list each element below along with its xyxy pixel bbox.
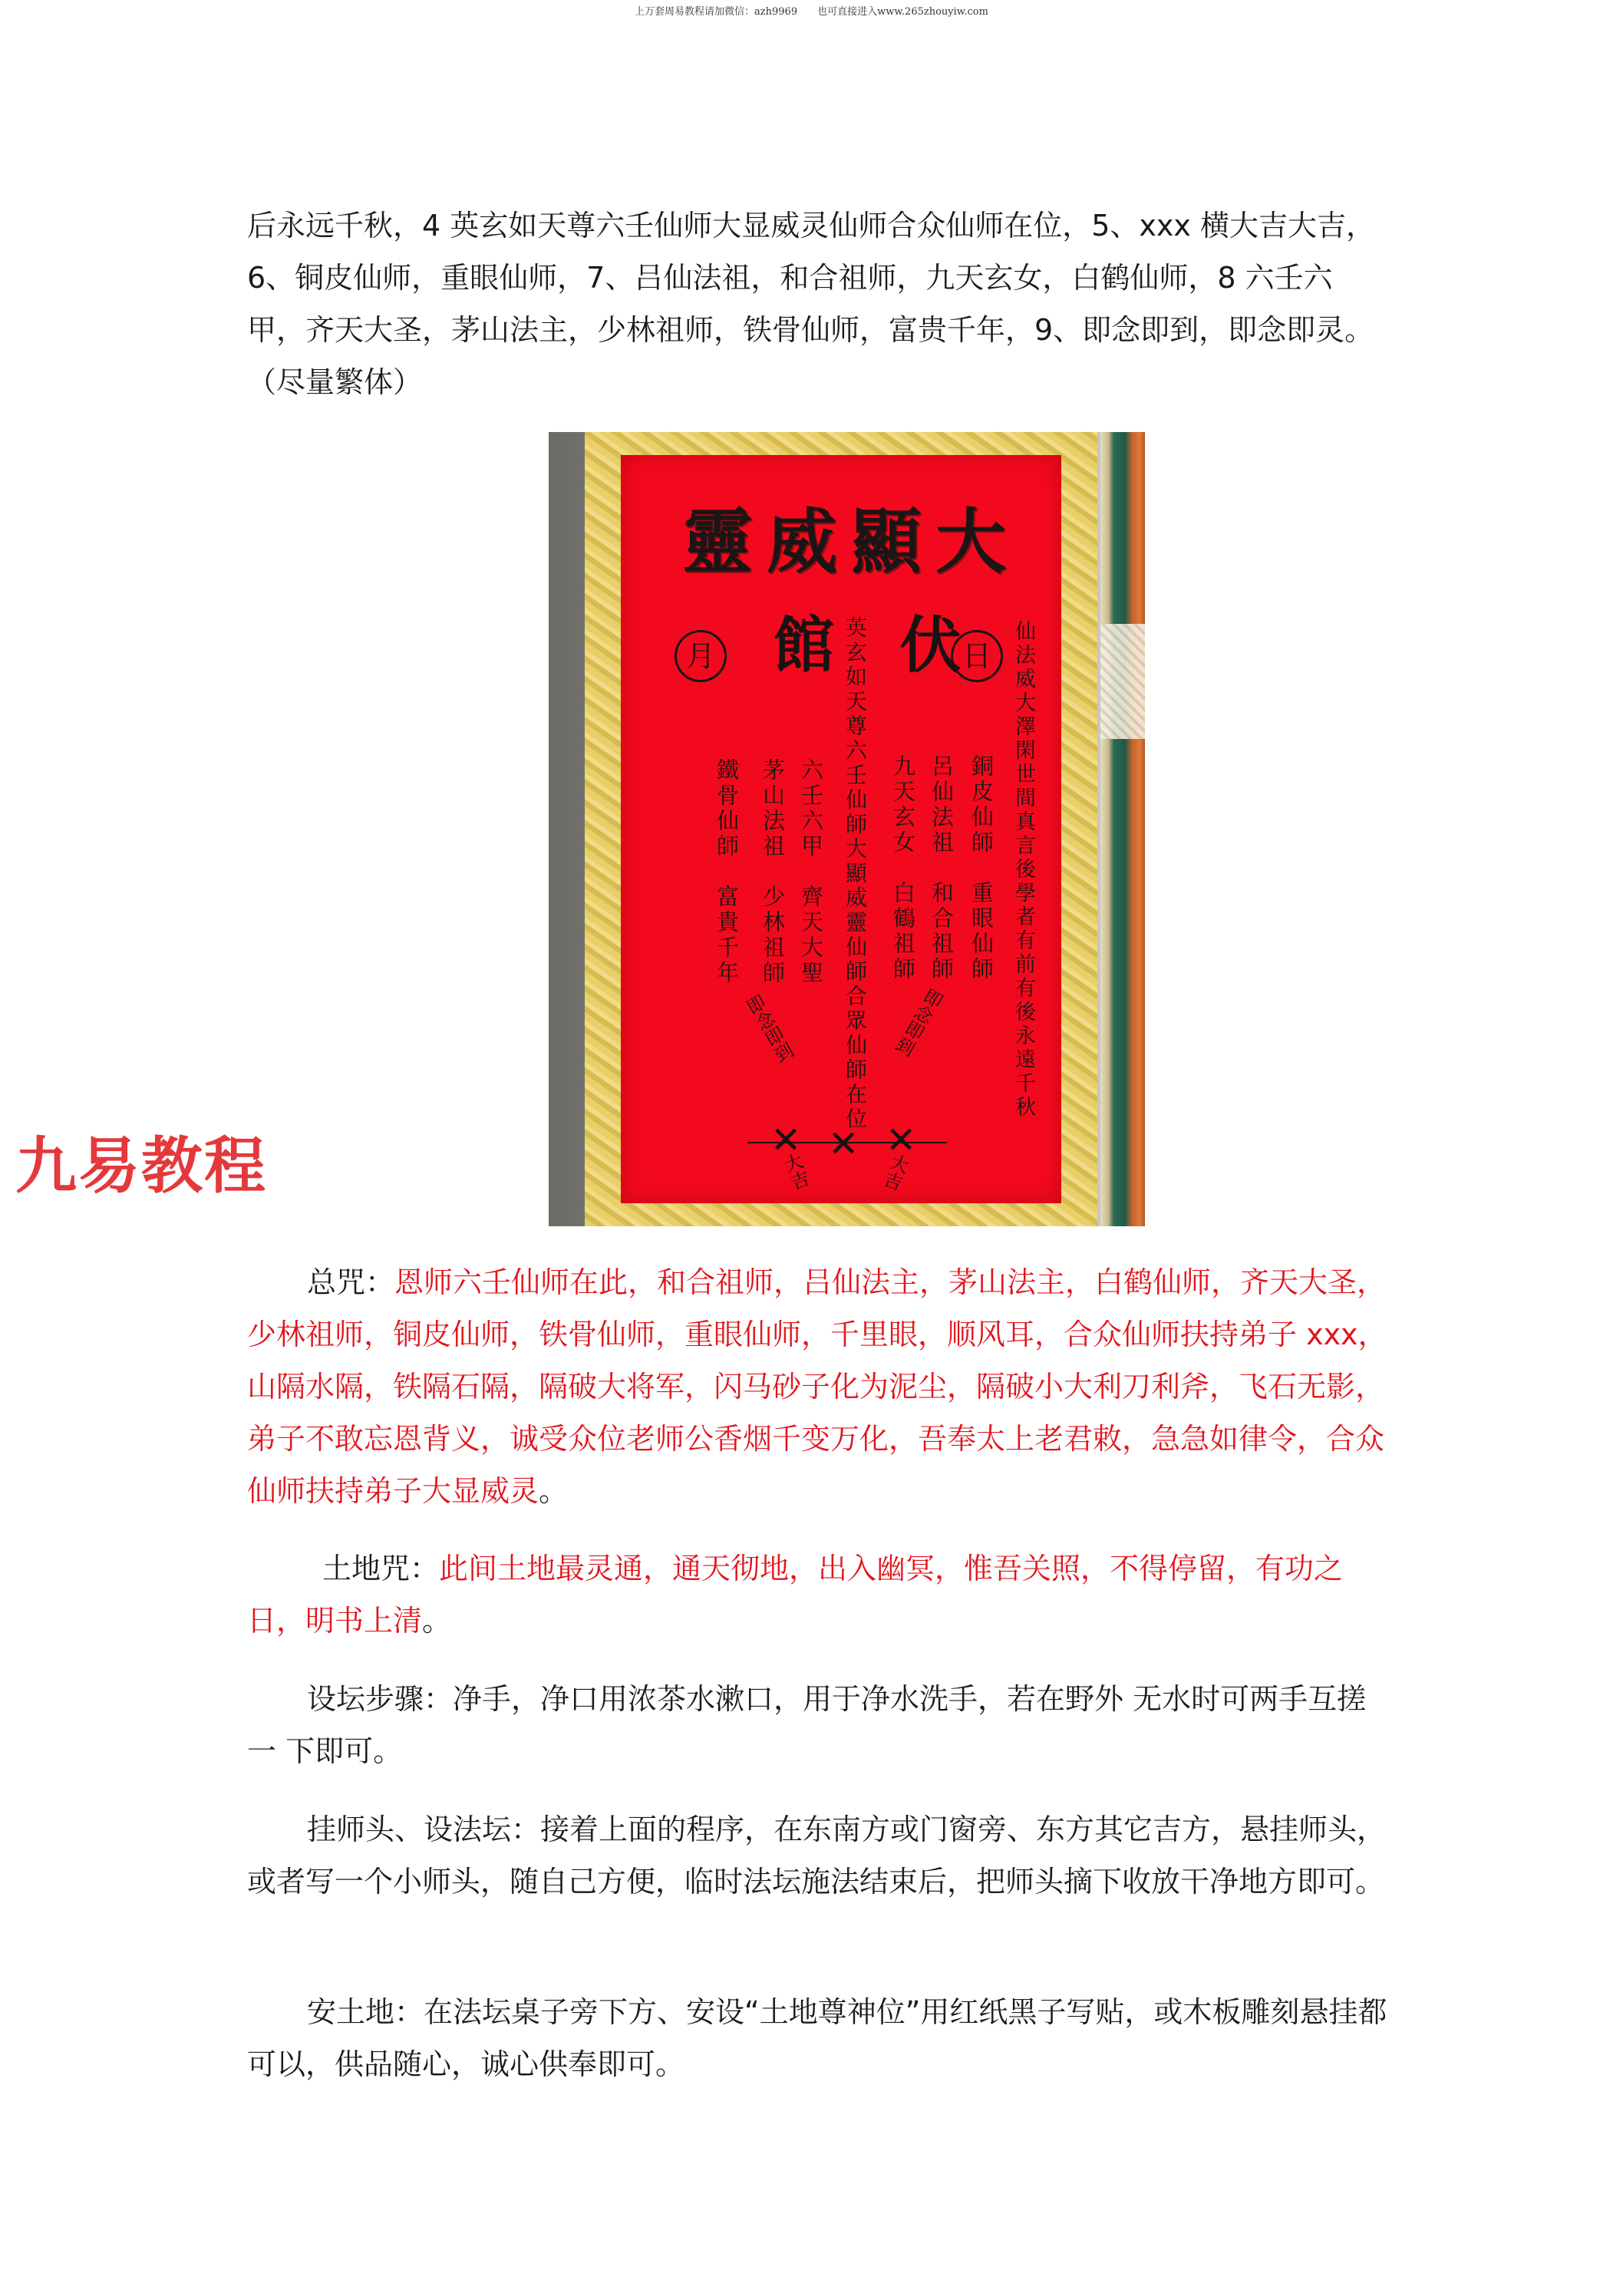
shetan-text: 净手，净口用浓茶水漱口，用于净水洗手，若在野外 无水时可两手互搓 一 下即可。 — [247, 1682, 1367, 1768]
antudi-label: 安土地： — [307, 1995, 424, 2029]
x-mark-right: ✕ — [886, 1119, 917, 1162]
tudizhou-end: 。 — [422, 1604, 452, 1638]
section-shetan — [247, 1673, 1398, 1777]
scroll-col-8: 鐵骨仙師 富貴千年 — [714, 758, 740, 986]
intro-line-1: 后永远千秋，4 英玄如天尊六壬仙师大显威灵仙师合众仙师在位，5、xxx 横大吉大吉， — [247, 209, 1375, 242]
guashitou-text: 接着上面的程序，在东南方或门窗旁、东方其它吉方，悬挂师头，或者写一个小师头，随自己方便，临时法坛施法结束后，把师头摘下收放干净地方即可。 — [247, 1813, 1387, 1898]
x-mark-center: ✕ — [828, 1123, 859, 1166]
scroll-title: 大顯威靈 — [681, 500, 1020, 583]
zongzhou-end: 。 — [539, 1474, 569, 1508]
zongzhou-text: 恩师六壬仙师在此，和合祖师，吕仙法主，茅山法主，白鹤仙师，齐天大圣，少林祖师，铜皮仙师，铁骨仙师，重眼仙师，千里眼，顺风耳，合众仙师扶持弟子 xxx，山隔水隔，铁隔石隔，隔破大将军，闪马砂子化为泥尘，隔破小大利刀利斧，飞石无影，弟子不敢忘恩背义，诚受众位老师公香烟千变万化，吾奉太上老君敕，急急如律令，合众仙师扶持弟子大显威灵 — [247, 1265, 1387, 1508]
tudizhou-label: 土地咒： — [322, 1552, 440, 1585]
jiuyi-watermark-logo: 九易教程 — [15, 1130, 267, 1202]
zongzhou-label: 总咒： — [307, 1265, 395, 1299]
scroll-col-2: 銅皮仙師 重眼仙師 — [968, 754, 995, 982]
scroll-bottom-left: 大吉 — [778, 1150, 812, 1193]
scroll-diag-right: 即念即到 — [889, 984, 946, 1059]
scroll-col-6: 六壬六甲 齊天大聖 — [798, 758, 824, 986]
guashitou-label: 挂师头、设法坛： — [307, 1813, 541, 1846]
circle-moon: 月 — [675, 630, 727, 682]
intro-line-4: （尽量繁体） — [247, 365, 423, 399]
page-header-notice: 上万套周易教程请加微信：azh9969 也可直接进入www.265zhouyiw.com — [635, 6, 988, 18]
scroll-bottom-right: 大吉 — [878, 1150, 912, 1193]
circle-sun: 日 — [951, 630, 1003, 682]
scroll-col-7: 茅山法祖 少林祖師 — [760, 758, 786, 986]
scroll-col-4: 九天玄女 白鶴祖師 — [890, 754, 916, 982]
section-tudizhou — [247, 1542, 1398, 1647]
scroll-col-5: 英玄如天尊六壬仙師大顯威靈仙師合眾仙師在位 — [843, 616, 868, 1132]
red-scroll — [621, 455, 1061, 1203]
intro-line-3: 甲，齐天大圣，茅山法主，少林祖师，铁骨仙师，富贵千年，9、即念即到，即念即灵。 — [247, 313, 1374, 347]
section-zongzhou — [247, 1256, 1398, 1517]
altar-scroll-photo — [549, 432, 1145, 1226]
scroll-col-3: 呂仙法祖 和合祖師 — [929, 754, 955, 982]
section-guashitou — [247, 1803, 1398, 1908]
shetan-label: 设坛步骤： — [307, 1682, 454, 1716]
section-antudi — [247, 1986, 1398, 2090]
curtain — [1100, 432, 1145, 1226]
intro-line-2: 6、铜皮仙师，重眼仙师，7、吕仙法祖，和合祖师，九天玄女，白鹤仙师，8 六壬六 — [247, 261, 1333, 295]
antudi-text: 在法坛桌子旁下方、安设“土地尊神位”用红纸黑子写贴，或木板雕刻悬挂都可以，供品随心，诚心供奉即可。 — [247, 1995, 1387, 2081]
curtain-lace — [1100, 624, 1145, 739]
tudizhou-text: 此间土地最灵通，通天彻地，出入幽冥，惟吾关照，不得停留，有功之日，明书上清 — [247, 1552, 1344, 1638]
scroll-char-fu: 伏 — [889, 612, 962, 674]
x-mark-left: ✕ — [770, 1119, 802, 1162]
scroll-brocade-frame — [585, 432, 1097, 1226]
intro-paragraph — [247, 200, 1398, 408]
scroll-diag-left: 即念即到 — [740, 991, 797, 1067]
scroll-char-guan: 館 — [763, 612, 835, 674]
scroll-col-1: 仙法威大澤閑世間真言後學者有前有後永遠千秋 — [1011, 620, 1035, 1120]
